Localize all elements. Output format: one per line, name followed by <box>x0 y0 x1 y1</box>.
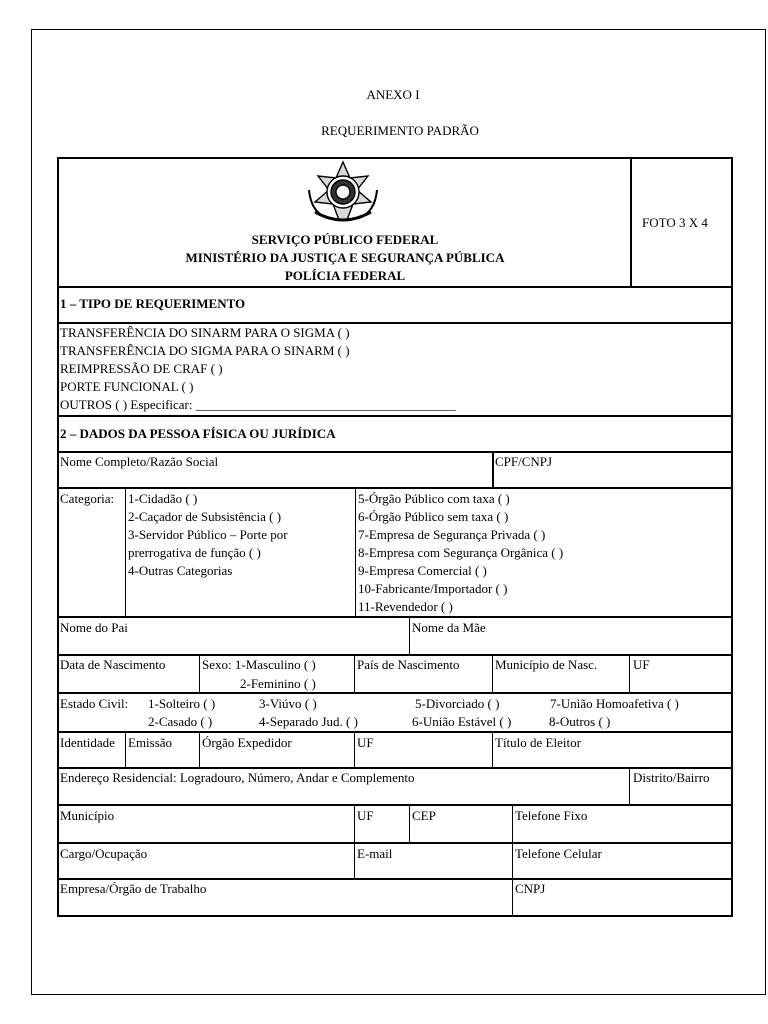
row-line-municipio <box>57 842 733 844</box>
ident-divider-2 <box>199 733 200 768</box>
endereco-field[interactable]: Endereço Residencial: Logradouro, Número, Andar e Complemento <box>60 770 415 785</box>
bairro-field[interactable]: Distrito/Bairro <box>633 770 710 785</box>
brazil-coat-of-arms-icon <box>305 160 381 228</box>
municipio-field[interactable]: Município <box>60 808 115 823</box>
identidade-field[interactable]: Identidade <box>60 735 115 750</box>
titulo-eleitor-field[interactable]: Título de Eleitor <box>495 735 581 750</box>
mun-divider-1 <box>354 806 355 843</box>
document-title: REQUERIMENTO PADRÃO <box>321 123 479 138</box>
email-field[interactable]: E-mail <box>357 846 393 861</box>
pais-nascimento-field[interactable]: País de Nascimento <box>357 657 460 672</box>
request-option-craf[interactable]: REIMPRESSÃO DE CRAF ( ) <box>60 361 223 376</box>
request-option-sinarm-sigma[interactable]: TRANSFERÊNCIA DO SINARM PARA O SIGMA ( ) <box>60 325 350 340</box>
photo-divider <box>630 157 632 287</box>
mae-field[interactable]: Nome da Mãe <box>412 620 486 635</box>
categoria-9[interactable]: 9-Empresa Comercial ( ) <box>358 563 487 578</box>
categoria-11[interactable]: 11-Revendedor ( ) <box>358 599 453 614</box>
header-line-2: MINISTÉRIO DA JUSTIÇA E SEGURANÇA PÚBLICA <box>185 250 505 265</box>
row-line-nome <box>57 487 733 489</box>
cpf-field[interactable]: CPF/CNPJ <box>495 454 553 469</box>
pai-mae-divider <box>409 617 410 655</box>
section-2-title-line <box>57 451 733 453</box>
ident-divider-1 <box>125 733 126 768</box>
estado-civil-outros[interactable]: 8-Outros ( ) <box>549 714 611 729</box>
categoria-divider-right <box>355 488 356 617</box>
nasc-divider-2 <box>354 655 355 693</box>
cargo-field[interactable]: Cargo/Ocupação <box>60 846 148 861</box>
section-1-title-line <box>57 322 733 324</box>
estado-civil-uniao-estavel[interactable]: 6-União Estável ( ) <box>412 714 512 729</box>
empresa-divider <box>512 880 513 916</box>
pai-field[interactable]: Nome do Pai <box>60 620 128 635</box>
section-1-title: 1 – TIPO DE REQUERIMENTO <box>60 296 246 311</box>
cargo-divider-2 <box>512 844 513 879</box>
emissao-field[interactable]: Emissão <box>128 735 173 750</box>
estado-civil-casado[interactable]: 2-Casado ( ) <box>148 714 213 729</box>
header-line-1: SERVIÇO PÚBLICO FEDERAL <box>251 232 439 247</box>
categoria-1[interactable]: 1-Cidadão ( ) <box>128 491 198 506</box>
annex-label: ANEXO I <box>366 87 420 102</box>
mun-divider-2 <box>409 806 410 843</box>
categoria-4[interactable]: 4-Outras Categorias <box>128 563 233 578</box>
row-line-pais <box>57 654 733 656</box>
section-2-title: 2 – DADOS DA PESSOA FÍSICA OU JURÍDICA <box>60 426 336 441</box>
cep-field[interactable]: CEP <box>412 808 436 823</box>
row-line-identidade <box>57 767 733 769</box>
orgao-expedidor-field[interactable]: Órgão Expedidor <box>202 735 292 750</box>
header-bottom-line <box>57 286 733 288</box>
sexo-feminino[interactable]: 2-Feminino ( ) <box>240 676 316 691</box>
nascimento-field[interactable]: Data de Nascimento <box>60 657 166 672</box>
ident-divider-4 <box>492 733 493 768</box>
uf-municipio-field[interactable]: UF <box>357 808 374 823</box>
estado-civil-separado[interactable]: 4-Separado Jud. ( ) <box>259 714 358 729</box>
categoria-2[interactable]: 2-Caçador de Subsistência ( ) <box>128 509 282 524</box>
uf-nasc-field[interactable]: UF <box>633 657 650 672</box>
cargo-divider-1 <box>354 844 355 879</box>
request-option-sigma-sinarm[interactable]: TRANSFERÊNCIA DO SIGMA PARA O SINARM ( ) <box>60 343 350 358</box>
telefone-celular-field[interactable]: Telefone Celular <box>515 846 602 861</box>
row-line-endereco <box>57 804 733 806</box>
categoria-label: Categoria: <box>60 491 115 506</box>
municipio-nasc-field[interactable]: Município de Nasc. <box>495 657 598 672</box>
estado-civil-viuvo[interactable]: 3-Viúvo ( ) <box>259 696 317 711</box>
categoria-5[interactable]: 5-Órgão Público com taxa ( ) <box>358 491 510 506</box>
nome-field[interactable]: Nome Completo/Razão Social <box>60 454 219 469</box>
row-line-estado-civil <box>57 731 733 733</box>
row-line-nascimento <box>57 692 733 694</box>
photo-box-label: FOTO 3 X 4 <box>642 215 708 230</box>
cnpj-field[interactable]: CNPJ <box>515 881 546 896</box>
ident-divider-3 <box>354 733 355 768</box>
categoria-3a[interactable]: 3-Servidor Público – Porte por <box>128 527 288 542</box>
section-1-bottom-line <box>57 415 733 417</box>
estado-civil-label: Estado Civil: <box>60 696 129 711</box>
nasc-divider-1 <box>199 655 200 693</box>
row-line-categoria <box>57 616 733 618</box>
categoria-8[interactable]: 8-Empresa com Segurança Orgânica ( ) <box>358 545 564 560</box>
estado-civil-uniao-homoafetiva[interactable]: 7-União Homoafetiva ( ) <box>550 696 679 711</box>
endereco-divider <box>629 769 630 805</box>
request-option-outros[interactable]: OUTROS ( ) Especificar: ________________________________________ <box>60 397 456 412</box>
row-line-cargo <box>57 878 733 880</box>
categoria-10[interactable]: 10-Fabricante/Importador ( ) <box>358 581 508 596</box>
nasc-divider-4 <box>629 655 630 693</box>
telefone-fixo-field[interactable]: Telefone Fixo <box>515 808 588 823</box>
request-option-porte[interactable]: PORTE FUNCIONAL ( ) <box>60 379 194 394</box>
categoria-7[interactable]: 7-Empresa de Segurança Privada ( ) <box>358 527 546 542</box>
categoria-3b[interactable]: prerrogativa de função ( ) <box>128 545 261 560</box>
categoria-divider-left <box>125 488 126 617</box>
mun-divider-3 <box>512 806 513 843</box>
nasc-divider-3 <box>492 655 493 693</box>
empresa-field[interactable]: Empresa/Órgão de Trabalho <box>60 881 207 896</box>
categoria-6[interactable]: 6-Órgão Público sem taxa ( ) <box>358 509 509 524</box>
estado-civil-divorciado[interactable]: 5-Divorciado ( ) <box>415 696 500 711</box>
cpf-divider <box>492 451 494 488</box>
uf-identidade-field[interactable]: UF <box>357 735 374 750</box>
header-line-3: POLÍCIA FEDERAL <box>284 268 406 283</box>
sexo-masculino[interactable]: Sexo: 1-Masculino ( ) <box>202 657 316 672</box>
estado-civil-solteiro[interactable]: 1-Solteiro ( ) <box>148 696 216 711</box>
